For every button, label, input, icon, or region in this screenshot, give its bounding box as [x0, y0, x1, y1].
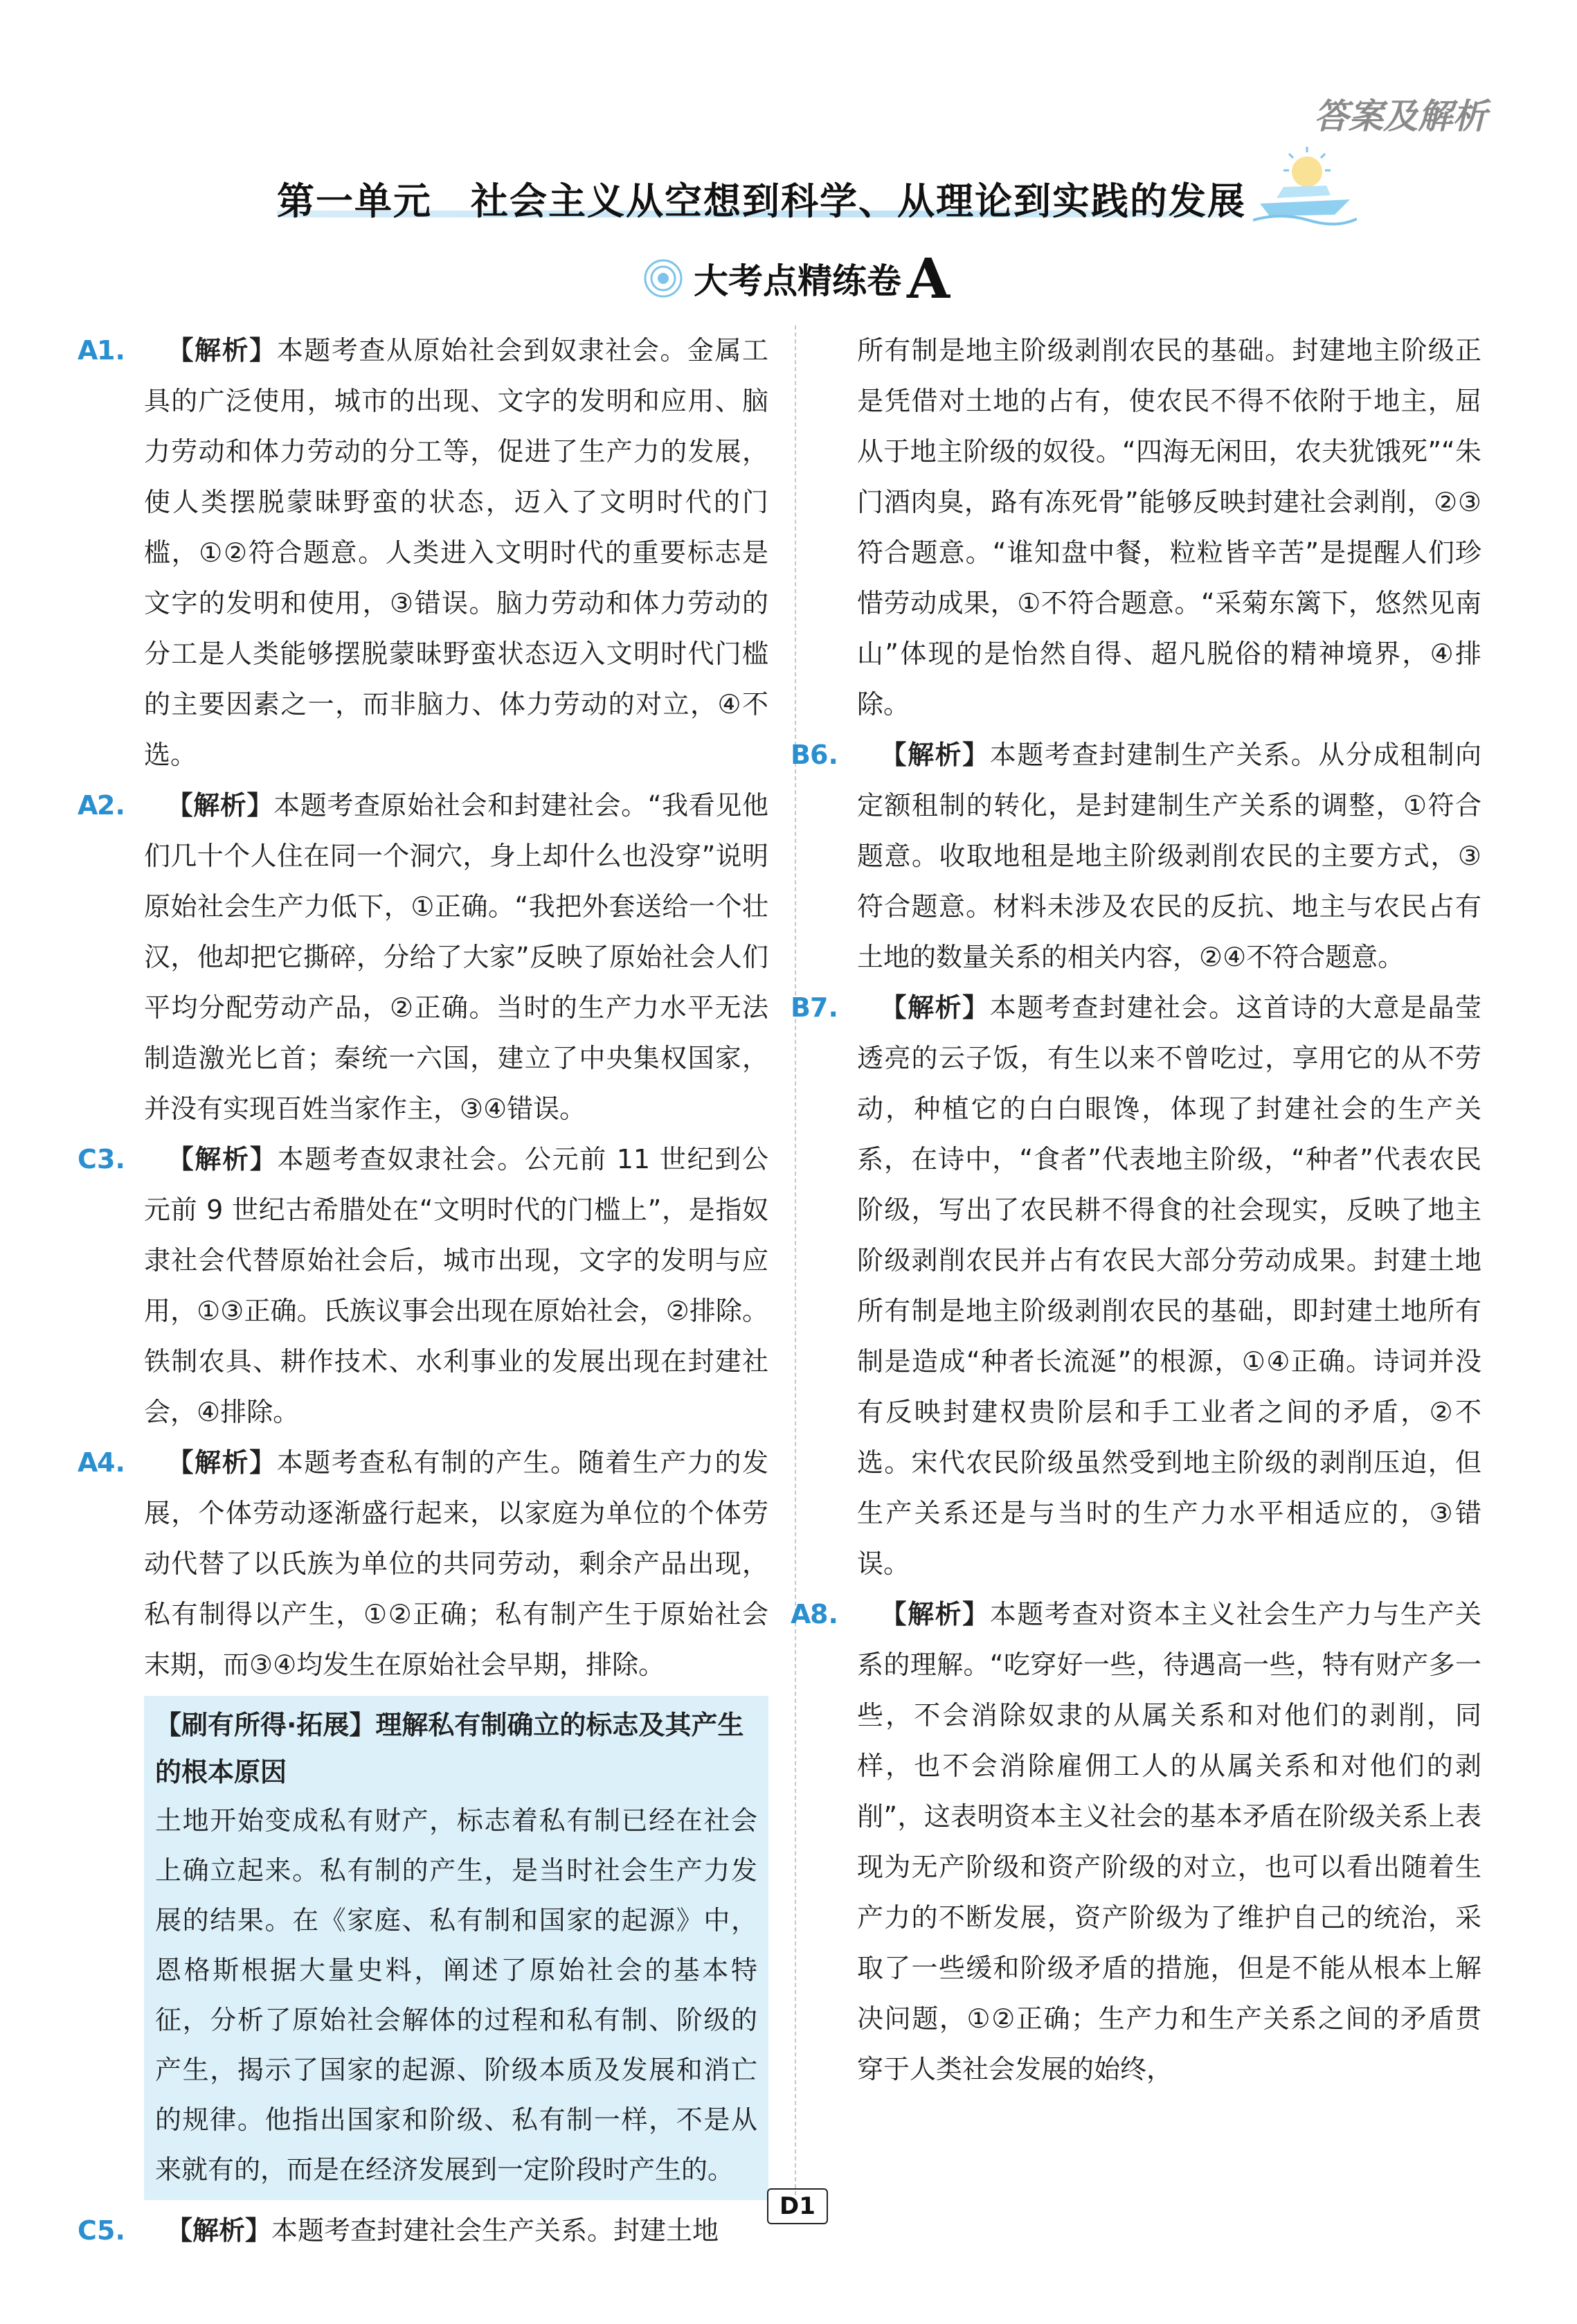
answer-item-2: 2.A 【解析】本题考查原始社会和封建社会。“我看见他们几十个人住在同一个洞穴，身上却什么也没穿”说明原始社会生产力低下，①正确。“我把外套送给一个壮汉，他却把它撕碎，分给了大家”反映了原始社会人们平均分配劳动产品，②正确。当时的生产力水平无法制造激光匕首；秦统一六国，建立了中央集权国家，并没有实现百姓当家作主，③④错误。	[78, 790, 768, 1124]
expand-note-box	[144, 1696, 768, 2200]
unit-title: 第一单元 社会主义从空想到科学、从理论到实践的发展	[277, 179, 1246, 223]
expand-note-title: 【刷有所得·拓展】理解私有制确立的标志及其产生的根本原因	[155, 1710, 744, 1787]
answer-item-3: 3.C 【解析】本题考查奴隶社会。公元前 11 世纪到公元前 9 世纪古希腊处在“文明时代的门槛上”，是指奴隶社会代替原始社会后，城市出现，文字的发明与应用，①③正确。氏族议事会出现在原始社会，②排除。铁制农具、耕作技术、水利事业的发展出现在封建社会，④排除。	[78, 1144, 768, 1427]
answer-item-5-continued: 所有制是地主阶级剥削农民的基础。封建地主阶级正是凭借对土地的占有，使农民不得不依附于地主，屈从于地主阶级的奴役。“四海无闲田，农夫犹饿死”“朱门酒肉臭，路有冻死骨”能够反映封建社会剥削，②③符合题意。“谁知盘中餐，粒粒皆辛苦”是提醒人们珍惜劳动成果，①不符合题意。“采菊东篱下，悠然见南山”体现的是怡然自得、超凡脱俗的精神境界，④排除。	[857, 335, 1481, 719]
ship-logo-icon	[1253, 143, 1357, 226]
target-icon	[644, 259, 683, 298]
answer-item-5: 5.C 【解析】本题考查封建社会生产关系。封建土地	[78, 2215, 719, 2246]
answer-item-4: 4.A 【解析】本题考查私有制的产生。随着生产力的发展，个体劳动逐渐盛行起来，以家庭为单位的个体劳动代替了以氏族为单位的共同劳动，剩余产品出现，私有制得以产生，①②正确；私有制产生于原始社会末期，而③④均发生在原始社会早期，排除。	[78, 1447, 768, 1680]
answer-header-label: 答案及解析	[1314, 96, 1487, 136]
column-divider	[795, 325, 796, 2195]
section-subtitle	[644, 244, 950, 313]
right-column	[791, 325, 1481, 2095]
subtitle-text: 大考点精练卷	[694, 260, 901, 301]
subtitle-letter: A	[907, 246, 950, 311]
answer-item-7: 7.B 【解析】本题考查封建社会。这首诗的大意是晶莹透亮的云子饭，有生以来不曾吃过，享用它的从不劳动，种植它的白白眼馋，体现了封建社会的生产关系，在诗中，“食者”代表地主阶级，“种者”代表农民阶级，写出了农民耕不得食的社会现实，反映了地主阶级剥削农民并占有农民大部分劳动成果。封建土地所有制是地主阶级剥削农民的基础，即封建土地所有制是造成“种者长流涎”的根源，①④正确。诗词并没有反映封建权贵阶层和手工业者之间的矛盾，②不选。宋代农民阶级虽然受到地主阶级的剥削压迫，但生产关系还是与当时的生产力水平相适应的，③错误。	[791, 992, 1481, 1579]
answer-item-6: 6.B 【解析】本题考查封建制生产关系。从分成租制向定额租制的转化，是封建制生产关系的调整，①符合题意。收取地租是地主阶级剥削农民的主要方式，③符合题意。材料未涉及农民的反抗、地主与农民占有土地的数量关系的相关内容，②④不符合题意。	[791, 740, 1481, 972]
page-number: D1	[767, 2188, 828, 2224]
expand-note-body: 土地开始变成私有财产，标志着私有制已经在社会上确立起来。私有制的产生，是当时社会生产力发展的结果。在《家庭、私有制和国家的起源》中，恩格斯根据大量史料，阐述了原始社会的基本特征，分析了原始社会解体的过程和私有制、阶级的产生，揭示了国家的起源、阶级本质及发展和消亡的规律。他指出国家和阶级、私有制一样，不是从来就有的，而是在经济发展到一定阶段时产生的。	[155, 1805, 757, 2185]
answer-item-8: 8.A 【解析】本题考查对资本主义社会生产力与生产关系的理解。“吃穿好一些，待遇高一些，特有财产多一些，不会消除奴隶的从属关系和对他们的剥削，同样，也不会消除雇佣工人的从属关系和对他们的剥削”，这表明资本主义社会的基本矛盾在阶级关系上表现为无产阶级和资产阶级的对立，也可以看出随着生产力的不断发展，资产阶级为了维护自己的统治，采取了一些缓和阶级矛盾的措施，但是不能从根本上解决问题，①②正确；生产力和生产关系之间的矛盾贯穿于人类社会发展的始终，	[791, 1599, 1481, 2084]
left-column	[78, 325, 768, 2256]
answer-item-1: 1.A 【解析】本题考查从原始社会到奴隶社会。金属工具的广泛使用，城市的出现、文字的发明和应用、脑力劳动和体力劳动的分工等，促进了生产力的发展，使人类摆脱蒙昧野蛮的状态，迈入了文明时代的门槛，①②符合题意。人类进入文明时代的重要标志是文字的发明和使用，③错误。脑力劳动和体力劳动的分工是人类能够摆脱蒙昧野蛮状态迈入文明时代门槛的主要因素之一，而非脑力、体力劳动的对立，④不选。	[78, 335, 768, 770]
